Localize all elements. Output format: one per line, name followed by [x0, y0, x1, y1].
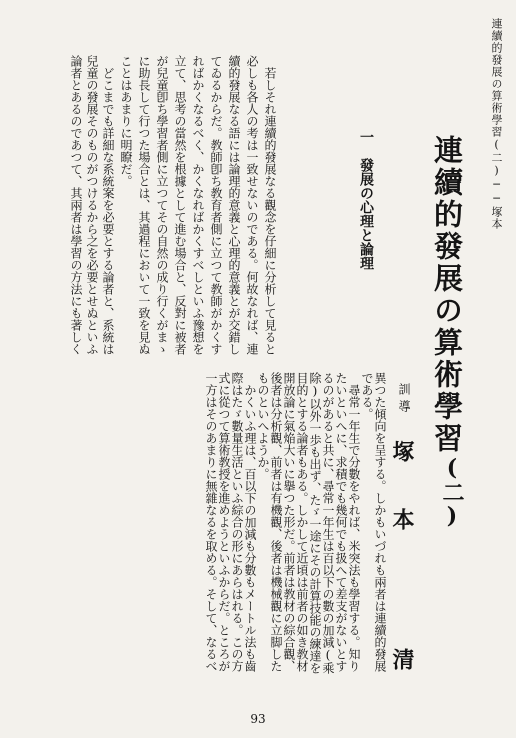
- body-line: 續的發展なる語には論理的意義と心理的意義とが交錯し: [227, 55, 241, 355]
- body-line: どこまでも詳細な系統案を必要とする論者と、系統は: [101, 55, 115, 355]
- body-line: ことはあまりに明瞭だ。: [119, 55, 133, 187]
- body-column-left: [68, 55, 348, 355]
- body-line: 論者とあるのであつて、其兩者は學習の方法にも著しく: [69, 55, 83, 355]
- body-line: である。: [360, 372, 374, 420]
- body-line: 立て、思考の當然を根據として進む場合と、反對に被者: [173, 55, 187, 355]
- body-line: 尋常一年生で分數をやれば、米突法も學習する。知り: [347, 372, 361, 672]
- body-line: 後者は分析觀、前者は有機觀、後者は機械觀に立脚した: [269, 372, 283, 672]
- article-title: 連續的發展の算術學習: [430, 135, 464, 455]
- author-name: 塚本 清: [389, 440, 415, 716]
- body-line: ものといへようか。: [256, 372, 270, 480]
- body-line: 若しそれ連續的發展なる觀念を仔細に分析して見ると: [263, 55, 277, 355]
- body-line: 開放論に氣焔大いに擧つた形だ。前者は教材の綜合觀、: [282, 372, 296, 672]
- body-line: 目的とする論者もある。しかして近頃は前者の如き教材: [295, 372, 309, 672]
- body-column-right: [204, 372, 388, 674]
- body-line: 異つた傾向を呈する。しかもいづれも兩者は連續的發展: [373, 372, 387, 672]
- body-line: 一方はそのあまりに無雜なるを取める。そして、なるべ: [204, 372, 218, 672]
- body-line: 必しも各人の考は一致せないのである。何故なれば、連: [245, 55, 259, 355]
- body-line: たいといへに、求積でも幾何でも扱へて差支がないとす: [334, 372, 348, 672]
- body-line: 除)以外一歩も出ず、たゞ一途にその計算技能の練達を: [308, 372, 322, 674]
- article-title-part: (二): [439, 455, 465, 529]
- body-line: 際はたゞ數量生活といふ綜合の形にあらはれる。この方: [230, 372, 244, 672]
- body-line: 式に從つて算術教授を進めようといふからだ。ところが: [217, 372, 231, 672]
- page-number: 93: [250, 712, 266, 726]
- body-line: るのがあると共に、尋常一年生は百以下の數の加減(乘: [321, 372, 335, 674]
- body-line: が兒童卽ち學習者側に立つてその自然の成り行くがまゝ: [155, 55, 169, 355]
- section-heading: 一 發展の心理と論理: [358, 130, 374, 270]
- body-line: かくいふ理は、百以下の加減も分數もメートル法も齒: [243, 372, 257, 672]
- body-line: 兒童の發展そのものがつけるから之を必要とせぬといふ: [85, 55, 99, 355]
- running-head: 連續的發展の算術學習(二)──塚本: [490, 18, 503, 230]
- author-role: 訓導: [397, 383, 411, 417]
- body-line: に助長して行つた場合とは、其過程において一致を見ぬ: [137, 55, 151, 355]
- body-line: ればかくなるべく、かくなればかくすべしといふ豫想を: [191, 55, 205, 355]
- body-line: てゐるからだ。教師卽ち教育者側に立つて教師がかくす: [209, 55, 223, 355]
